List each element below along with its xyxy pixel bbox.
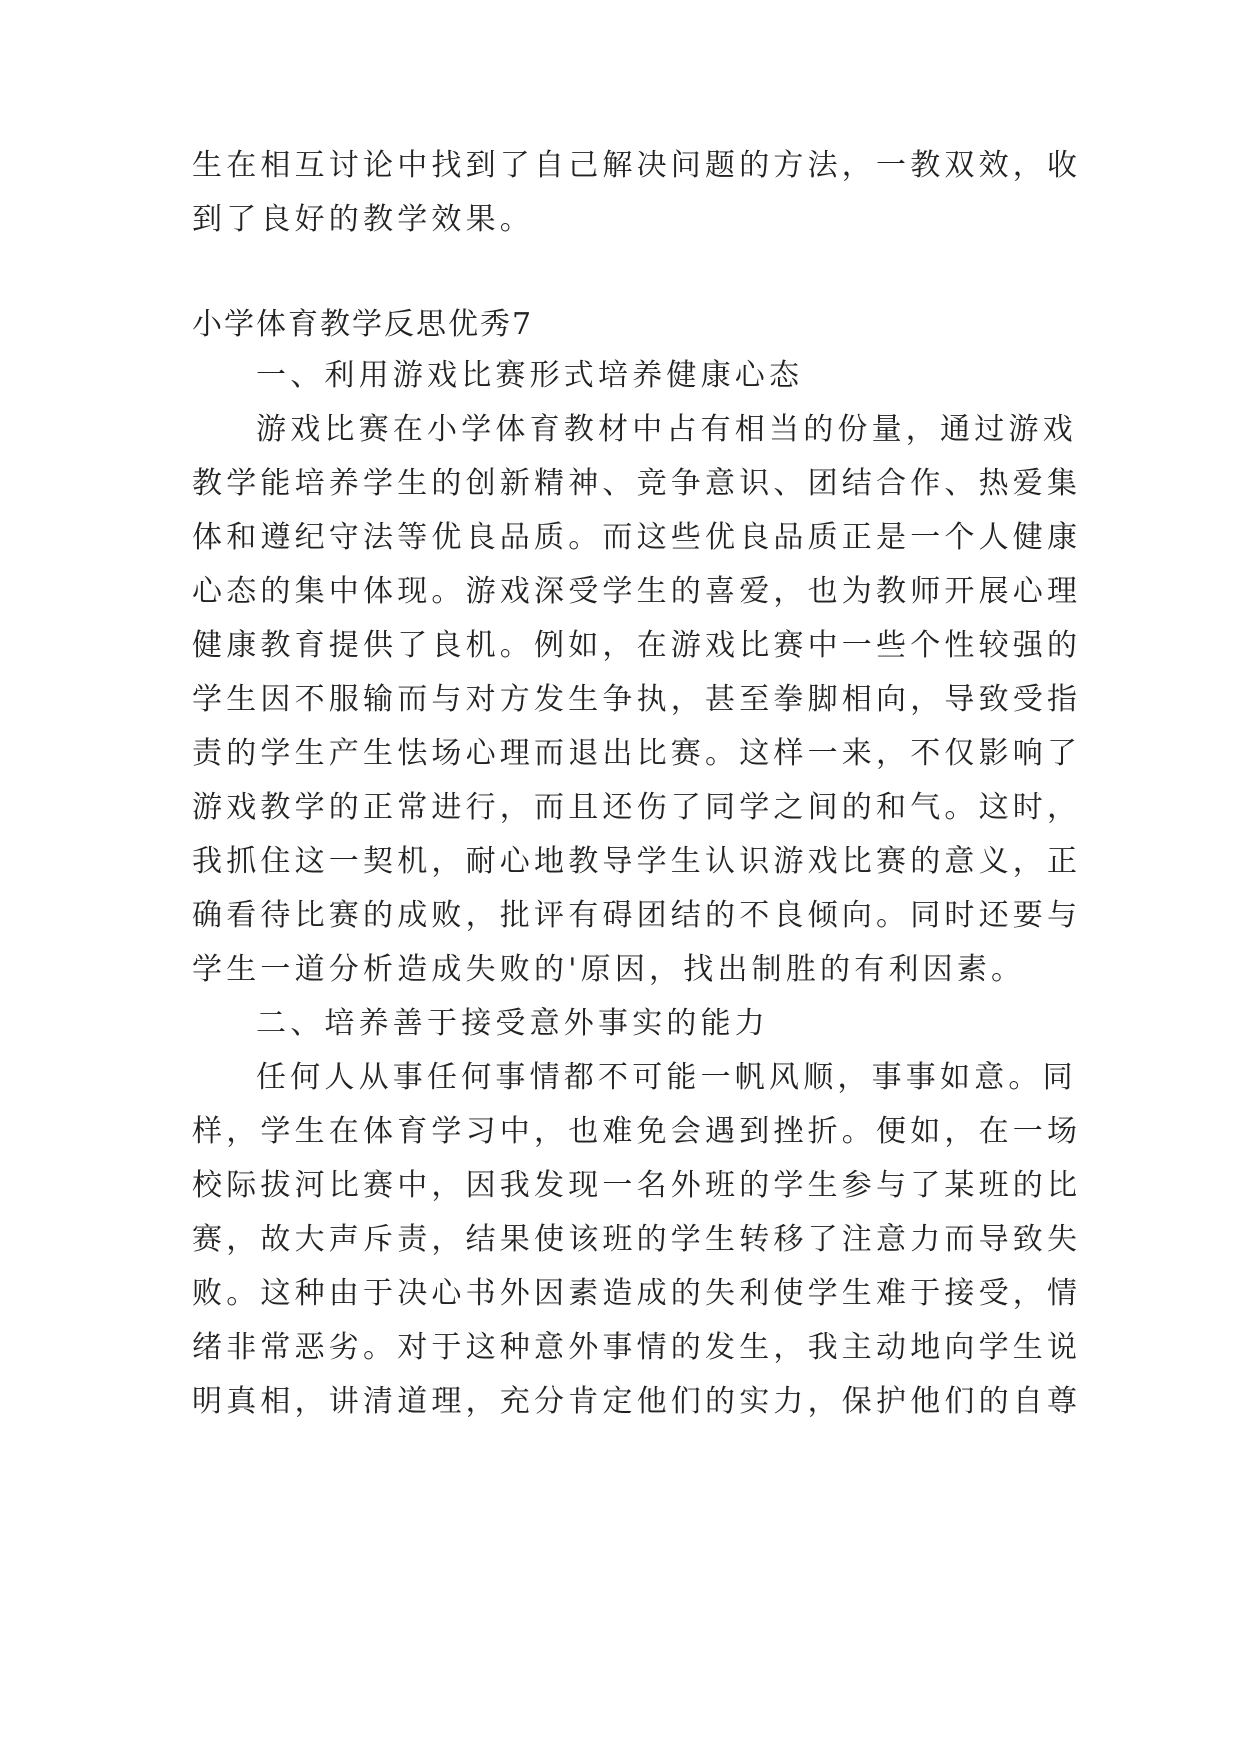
paragraph-line: 校际拔河比赛中，因我发现一名外班的学生参与了某班的比 <box>192 1168 1082 1203</box>
paragraph-line: 教学能培养学生的创新精神、竞争意识、团结合作、热爱集 <box>192 466 1082 501</box>
paragraph-line: 绪非常恶劣。对于这种意外事情的发生，我主动地向学生说 <box>192 1330 1082 1365</box>
paragraph-line: 责的学生产生怯场心理而退出比赛。这样一来，不仅影响了 <box>192 736 1082 771</box>
paragraph-line: 学生因不服输而与对方发生争执，甚至拳脚相向，导致受指 <box>192 682 1082 717</box>
paragraph-line: 体和遵纪守法等优良品质。而这些优良品质正是一个人健康 <box>192 520 1082 555</box>
paragraph-line: 到了良好的教学效果。 <box>192 202 534 237</box>
paragraph-line: 学生一道分析造成失败的'原因，找出制胜的有利因素。 <box>192 952 1026 987</box>
paragraph-line: 游戏比赛在小学体育教材中占有相当的份量，通过游戏 <box>256 412 1077 447</box>
paragraph-line: 确看待比赛的成败，批评有碍团结的不良倾向。同时还要与 <box>192 898 1082 933</box>
paragraph-line: 健康教育提供了良机。例如，在游戏比赛中一些个性较强的 <box>192 628 1082 663</box>
paragraph-line: 败。这种由于决心书外因素造成的失利使学生难于接受，情 <box>192 1276 1082 1311</box>
paragraph-line: 明真相，讲清道理，充分肯定他们的实力，保护他们的自尊 <box>192 1384 1082 1419</box>
paragraph-line: 心态的集中体现。游戏深受学生的喜爱，也为教师开展心理 <box>192 574 1082 609</box>
subheading: 一、利用游戏比赛形式培养健康心态 <box>256 358 804 393</box>
section-title: 小学体育教学反思优秀7 <box>192 307 534 342</box>
paragraph-line: 我抓住这一契机，耐心地教导学生认识游戏比赛的意义，正 <box>192 844 1082 879</box>
paragraph-line: 样，学生在体育学习中，也难免会遇到挫折。便如，在一场 <box>192 1114 1082 1149</box>
paragraph-line: 任何人从事任何事情都不可能一帆风顺，事事如意。同 <box>256 1060 1077 1095</box>
paragraph-line: 游戏教学的正常进行，而且还伤了同学之间的和气。这时， <box>192 790 1082 825</box>
paragraph-line: 生在相互讨论中找到了自己解决问题的方法，一教双效，收 <box>192 148 1082 183</box>
paragraph-line: 赛，故大声斥责，结果使该班的学生转移了注意力而导致失 <box>192 1222 1082 1257</box>
subheading: 二、培养善于接受意外事实的能力 <box>256 1006 769 1041</box>
